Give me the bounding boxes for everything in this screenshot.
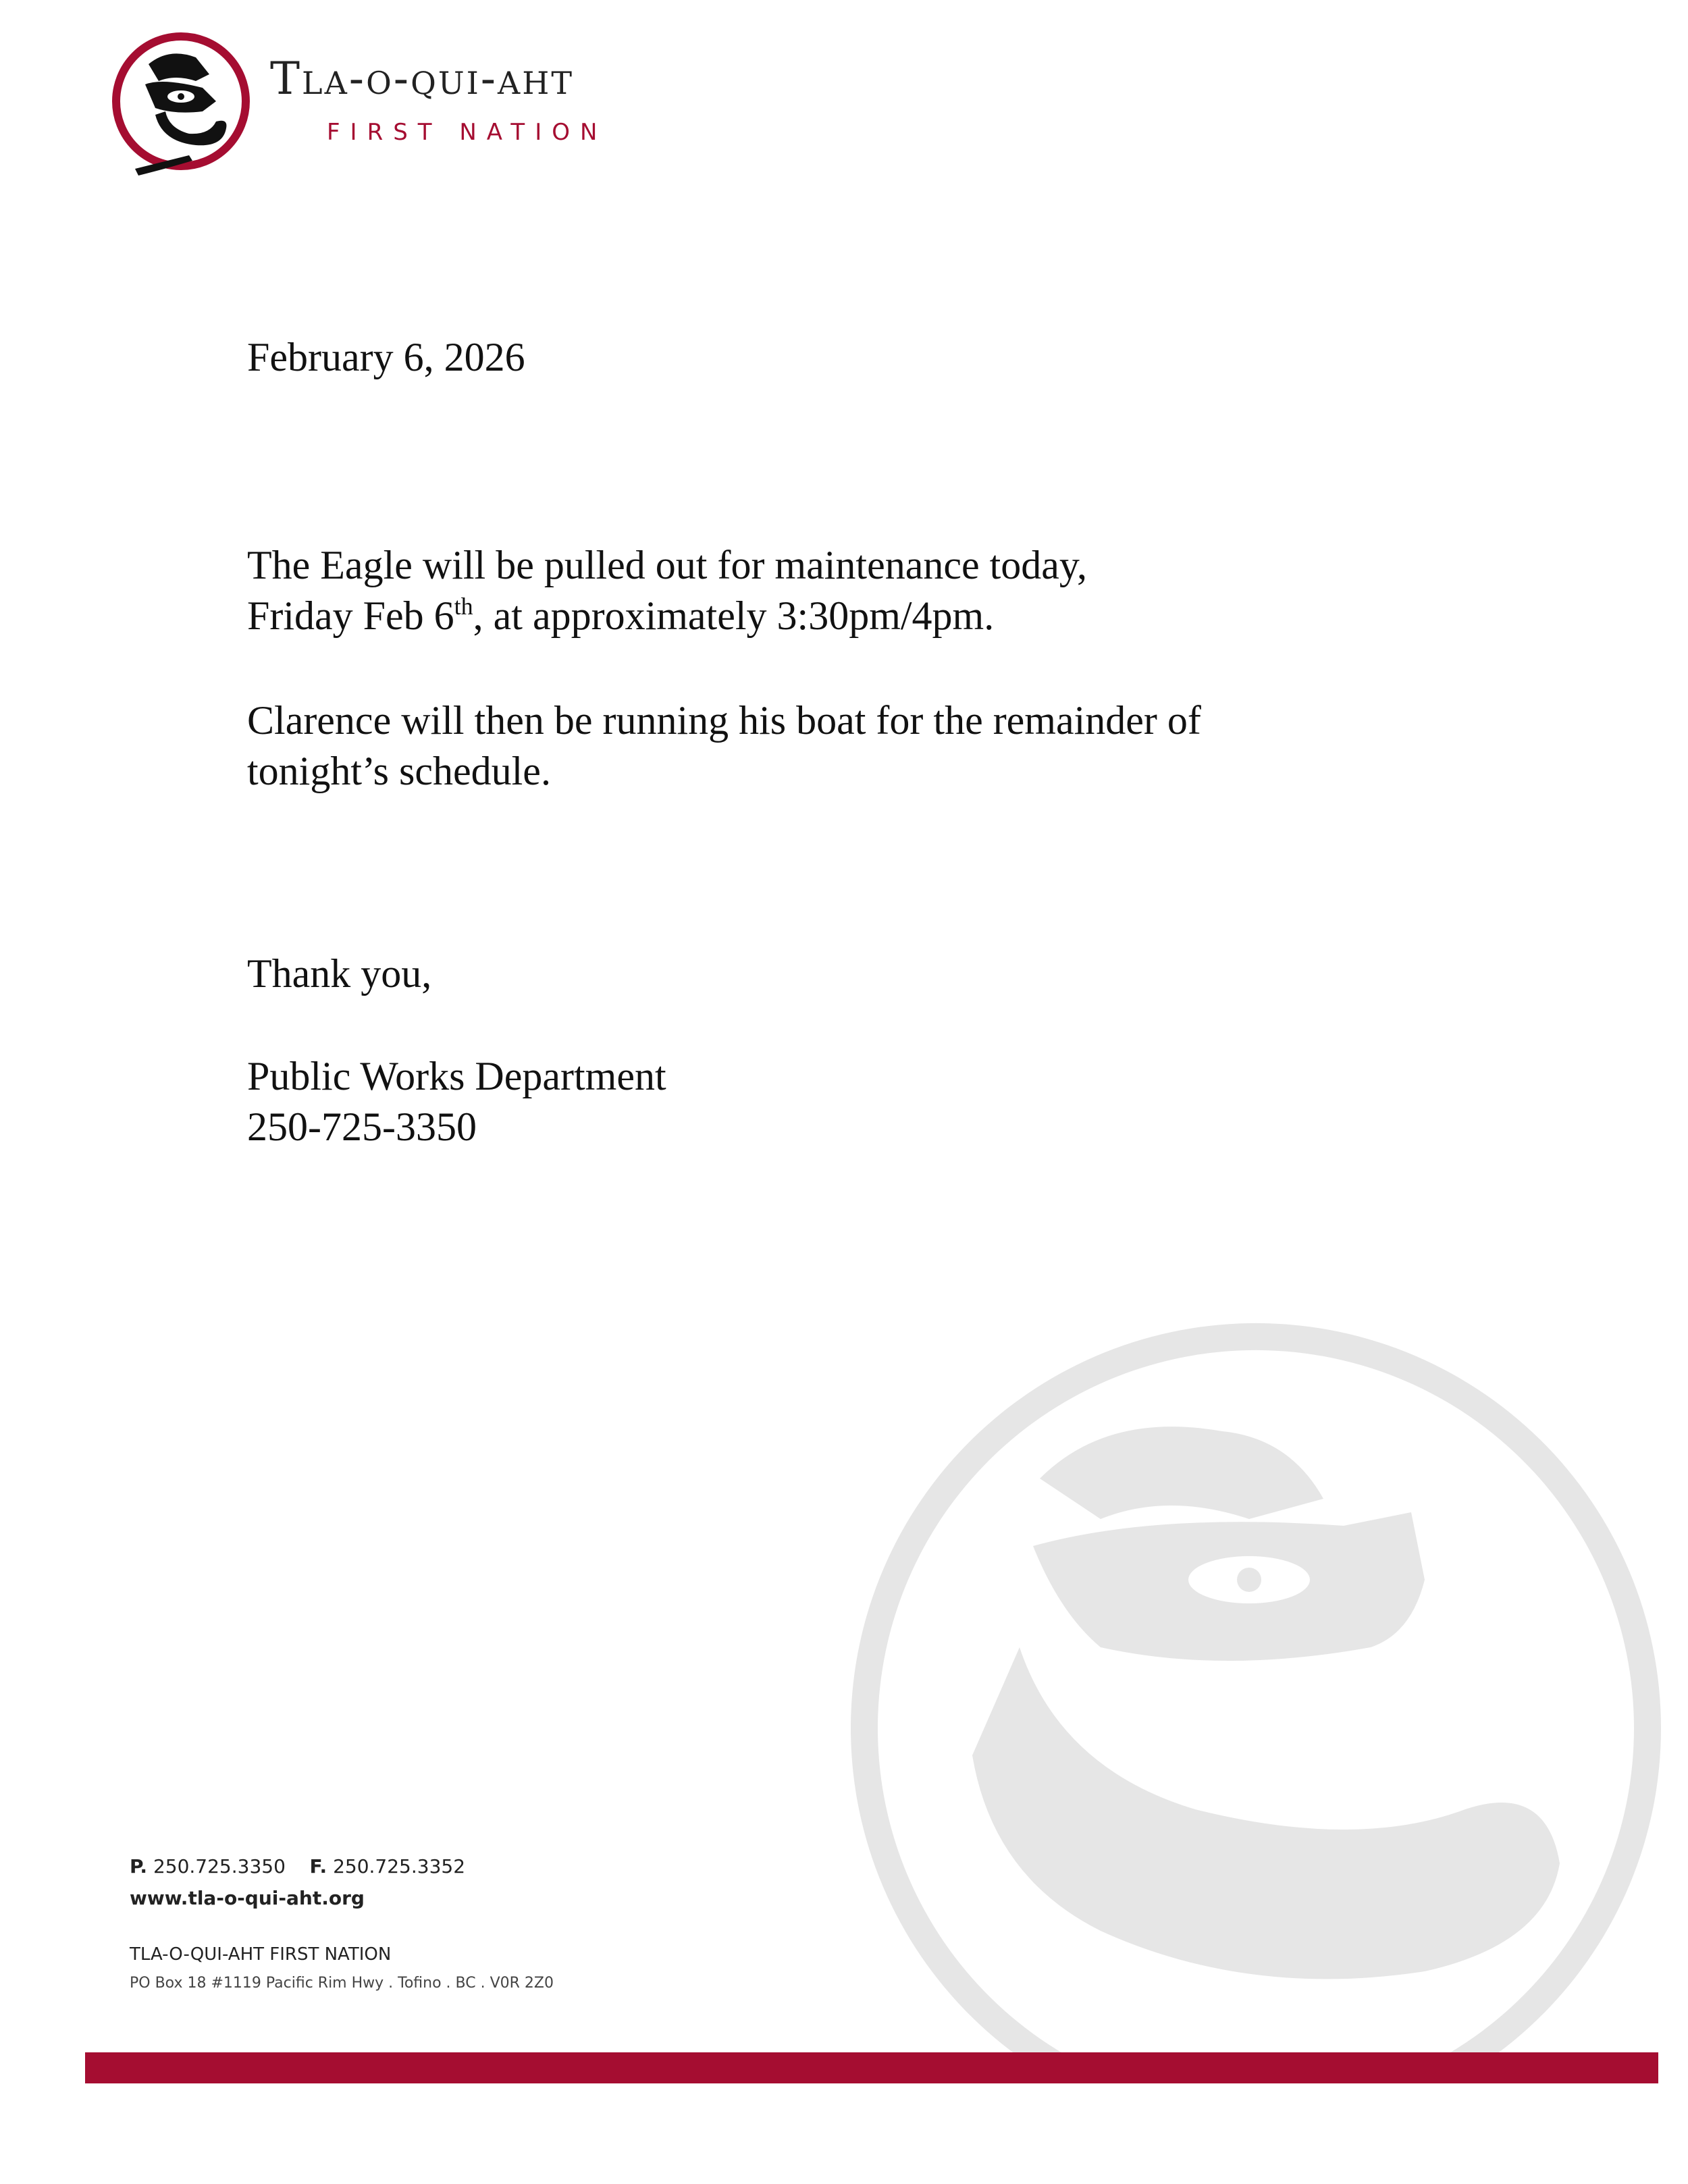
paragraph-replacement [247,695,1201,797]
date-text: Friday Feb 6 [247,593,454,638]
letter-date: February 6, 2026 [247,335,525,379]
paragraph-line: The Eagle will be pulled out for maintenance today, [247,543,1088,587]
signature-phone: 250-725-3350 [247,1104,477,1149]
fax-label: F. [309,1855,327,1877]
footer-contact-numbers [130,1855,465,1877]
closing-text: Thank you, [247,951,432,996]
bottom-brand-bar [85,2052,1658,2083]
footer-org-name: TLA-O-QUI-AHT FIRST NATION [130,1944,392,1965]
org-subtitle: FIRST NATION [327,119,608,146]
signature-department: Public Works Department [247,1054,666,1098]
paragraph-line: tonight’s schedule. [247,749,551,793]
ordinal-suffix: th [454,593,473,620]
fax-number: 250.725.3352 [333,1855,466,1877]
paragraph-line: Clarence will then be running his boat for the remainder of [247,698,1201,743]
paragraph-line [247,591,1087,641]
paragraph-maintenance [247,540,1087,641]
phone-label: P. [130,1855,148,1877]
footer-address: PO Box 18 #1119 Pacific Rim Hwy . Tofino . BC . V0R 2Z0 [130,1975,554,1992]
phone-number: 250.725.3350 [153,1855,286,1877]
footer-website-link[interactable]: www.tla-o-qui-aht.org [130,1887,365,1909]
org-name-heading: Tla-o-qui-aht [270,53,575,105]
watermark-logo-icon [817,1296,1674,2059]
time-text: , at approximately 3:30pm/4pm. [473,593,995,638]
logo-icon [108,27,257,182]
